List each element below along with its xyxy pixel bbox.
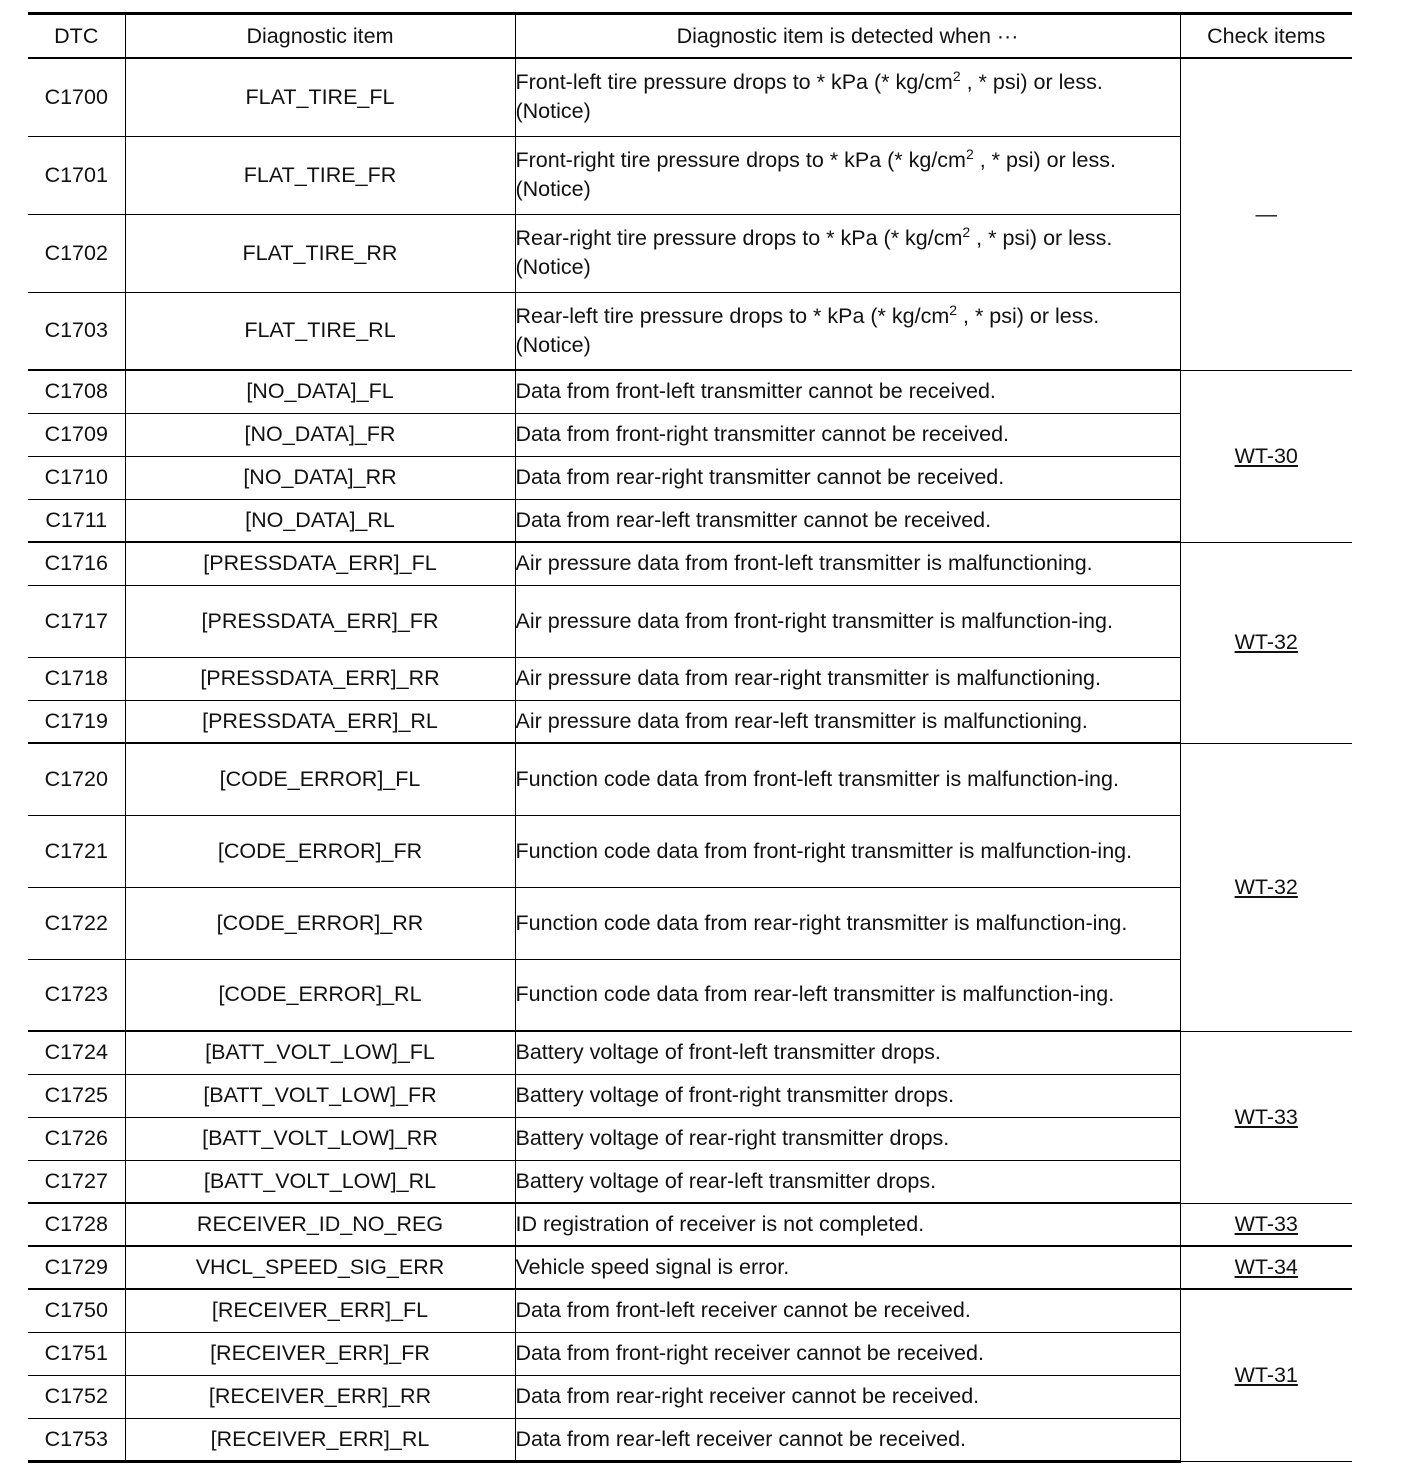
- dtc-code: C1702: [28, 214, 125, 292]
- dtc-code: C1752: [28, 1375, 125, 1418]
- table-row: [28, 887, 1352, 959]
- header-detected-when: Diagnostic item is detected when ···: [515, 14, 1180, 59]
- table-row: [28, 700, 1352, 743]
- diagnostic-item: [RECEIVER_ERR]_RR: [125, 1375, 515, 1418]
- detection-condition: Data from rear-left receiver cannot be received.: [515, 1418, 1180, 1461]
- dtc-code: C1721: [28, 815, 125, 887]
- diagnostic-item: [CODE_ERROR]_RL: [125, 959, 515, 1031]
- check-item: [1180, 743, 1352, 1031]
- detection-condition: Battery voltage of rear-left transmitter drops.: [515, 1160, 1180, 1203]
- dtc-code: C1725: [28, 1074, 125, 1117]
- table-row: [28, 657, 1352, 700]
- detection-condition: ID registration of receiver is not completed.: [515, 1203, 1180, 1246]
- table-row: [28, 58, 1352, 136]
- dtc-code: C1709: [28, 413, 125, 456]
- table-row: [28, 292, 1352, 370]
- detection-condition: Rear-left tire pressure drops to * kPa (* $kg/cm^2$ , * psi) or less. (Notice): [515, 292, 1180, 370]
- dtc-code: C1701: [28, 136, 125, 214]
- check-item: [1180, 1246, 1352, 1289]
- detection-condition: Data from front-left receiver cannot be received.: [515, 1289, 1180, 1332]
- dtc-code: C1724: [28, 1031, 125, 1074]
- diagnostic-item: [BATT_VOLT_LOW]_FL: [125, 1031, 515, 1074]
- detection-condition: Air pressure data from front-right transmitter is malfunction-ing.: [515, 585, 1180, 657]
- table-row: [28, 1074, 1352, 1117]
- dtc-code: C1729: [28, 1246, 125, 1289]
- diagnostic-item: FLAT_TIRE_RR: [125, 214, 515, 292]
- table-row: [28, 214, 1352, 292]
- detection-condition: Function code data from front-left transmitter is malfunction-ing.: [515, 743, 1180, 815]
- diagnostic-item: [BATT_VOLT_LOW]_RL: [125, 1160, 515, 1203]
- check-link-wt-33[interactable]: WT-33: [1234, 1211, 1298, 1236]
- check-link-wt-31[interactable]: WT-31: [1234, 1362, 1298, 1387]
- dtc-code: C1718: [28, 657, 125, 700]
- dtc-code: C1720: [28, 743, 125, 815]
- detection-condition: Function code data from rear-left transmitter is malfunction-ing.: [515, 959, 1180, 1031]
- diagnostic-item: [RECEIVER_ERR]_RL: [125, 1418, 515, 1461]
- check-item: [1180, 1289, 1352, 1461]
- dtc-code: C1700: [28, 58, 125, 136]
- check-link-wt-33[interactable]: WT-33: [1234, 1104, 1298, 1129]
- diagnostic-item: [PRESSDATA_ERR]_FL: [125, 542, 515, 585]
- check-link-wt-30[interactable]: WT-30: [1234, 443, 1298, 468]
- table-row: [28, 743, 1352, 815]
- check-item: [1180, 58, 1352, 370]
- dtc-code: C1753: [28, 1418, 125, 1461]
- dtc-code: C1751: [28, 1332, 125, 1375]
- table-row: [28, 1289, 1352, 1332]
- table-row: [28, 499, 1352, 542]
- table-row: [28, 585, 1352, 657]
- table-row: [28, 1246, 1352, 1289]
- check-item: [1180, 1203, 1352, 1246]
- diagnostic-item: RECEIVER_ID_NO_REG: [125, 1203, 515, 1246]
- detection-condition: Battery voltage of front-right transmitter drops.: [515, 1074, 1180, 1117]
- table-row: [28, 1031, 1352, 1074]
- table-row: [28, 959, 1352, 1031]
- diagnostic-item: [BATT_VOLT_LOW]_FR: [125, 1074, 515, 1117]
- detection-condition: Rear-right tire pressure drops to * kPa (* $kg/cm^2$ , * psi) or less. (Notice): [515, 214, 1180, 292]
- detection-condition: Vehicle speed signal is error.: [515, 1246, 1180, 1289]
- dtc-code: C1719: [28, 700, 125, 743]
- diagnostic-item: [RECEIVER_ERR]_FL: [125, 1289, 515, 1332]
- table-row: [28, 1117, 1352, 1160]
- detection-condition: Data from front-right transmitter cannot be received.: [515, 413, 1180, 456]
- dtc-code: C1708: [28, 370, 125, 413]
- table-row: [28, 456, 1352, 499]
- detection-condition: Battery voltage of front-left transmitter drops.: [515, 1031, 1180, 1074]
- detection-condition: Air pressure data from rear-right transmitter is malfunctioning.: [515, 657, 1180, 700]
- dtc-code: C1727: [28, 1160, 125, 1203]
- table-row: [28, 136, 1352, 214]
- detection-condition: Data from rear-left transmitter cannot be received.: [515, 499, 1180, 542]
- header-row: [28, 14, 1352, 59]
- header-diagnostic-item: Diagnostic item: [125, 14, 515, 59]
- check-link-wt-32[interactable]: WT-32: [1234, 874, 1298, 899]
- diagnostic-item: [RECEIVER_ERR]_FR: [125, 1332, 515, 1375]
- diagnostic-item: [NO_DATA]_FL: [125, 370, 515, 413]
- diagnostic-item: [NO_DATA]_RL: [125, 499, 515, 542]
- diagnostic-item: [CODE_ERROR]_FL: [125, 743, 515, 815]
- detection-condition: Air pressure data from front-left transmitter is malfunctioning.: [515, 542, 1180, 585]
- diagnostic-item: FLAT_TIRE_FL: [125, 58, 515, 136]
- detection-condition: Function code data from rear-right transmitter is malfunction-ing.: [515, 887, 1180, 959]
- diagnostic-item: [BATT_VOLT_LOW]_RR: [125, 1117, 515, 1160]
- dtc-code: C1711: [28, 499, 125, 542]
- dtc-code: C1716: [28, 542, 125, 585]
- dtc-code: C1726: [28, 1117, 125, 1160]
- diagnostic-item: [PRESSDATA_ERR]_RR: [125, 657, 515, 700]
- dtc-code: C1723: [28, 959, 125, 1031]
- table-row: [28, 542, 1352, 585]
- dtc-code: C1728: [28, 1203, 125, 1246]
- check-item: [1180, 1031, 1352, 1203]
- dtc-code: C1710: [28, 456, 125, 499]
- check-item: [1180, 542, 1352, 743]
- detection-condition: Battery voltage of rear-right transmitter drops.: [515, 1117, 1180, 1160]
- check-item-none: —: [1255, 201, 1277, 226]
- dtc-table: [28, 12, 1352, 1463]
- detection-condition: Front-right tire pressure drops to * kPa (* $kg/cm^2$ , * psi) or less. (Notice): [515, 136, 1180, 214]
- detection-condition: Function code data from front-right transmitter is malfunction-ing.: [515, 815, 1180, 887]
- dtc-code: C1717: [28, 585, 125, 657]
- diagnostic-item: [NO_DATA]_RR: [125, 456, 515, 499]
- diagnostic-item: FLAT_TIRE_FR: [125, 136, 515, 214]
- diagnostic-item: [PRESSDATA_ERR]_RL: [125, 700, 515, 743]
- dtc-code: C1750: [28, 1289, 125, 1332]
- table-row: [28, 413, 1352, 456]
- dtc-code: C1722: [28, 887, 125, 959]
- diagnostic-item: [CODE_ERROR]_RR: [125, 887, 515, 959]
- header-dtc: DTC: [28, 14, 125, 59]
- detection-condition: Data from rear-right transmitter cannot be received.: [515, 456, 1180, 499]
- table-row: [28, 370, 1352, 413]
- check-link-wt-32[interactable]: WT-32: [1234, 630, 1298, 654]
- table-row: [28, 1375, 1352, 1418]
- table-row: [28, 1160, 1352, 1203]
- diagnostic-item: FLAT_TIRE_RL: [125, 292, 515, 370]
- check-link-wt-34[interactable]: WT-34: [1234, 1255, 1298, 1279]
- diagnostic-item: VHCL_SPEED_SIG_ERR: [125, 1246, 515, 1289]
- dtc-code: C1703: [28, 292, 125, 370]
- diagnostic-item: [CODE_ERROR]_FR: [125, 815, 515, 887]
- detection-condition: Data from front-right receiver cannot be received.: [515, 1332, 1180, 1375]
- check-item: [1180, 370, 1352, 542]
- table-row: [28, 1332, 1352, 1375]
- table-row: [28, 815, 1352, 887]
- diagnostic-item: [PRESSDATA_ERR]_FR: [125, 585, 515, 657]
- detection-condition: Front-left tire pressure drops to * kPa (* $kg/cm^2$ , * psi) or less. (Notice): [515, 58, 1180, 136]
- table-row: [28, 1203, 1352, 1246]
- detection-condition: Air pressure data from rear-left transmitter is malfunctioning.: [515, 700, 1180, 743]
- detection-condition: Data from front-left transmitter cannot be received.: [515, 370, 1180, 413]
- header-check-items: Check items: [1180, 14, 1352, 59]
- detection-condition: Data from rear-right receiver cannot be received.: [515, 1375, 1180, 1418]
- diagnostic-item: [NO_DATA]_FR: [125, 413, 515, 456]
- table-row: [28, 1418, 1352, 1461]
